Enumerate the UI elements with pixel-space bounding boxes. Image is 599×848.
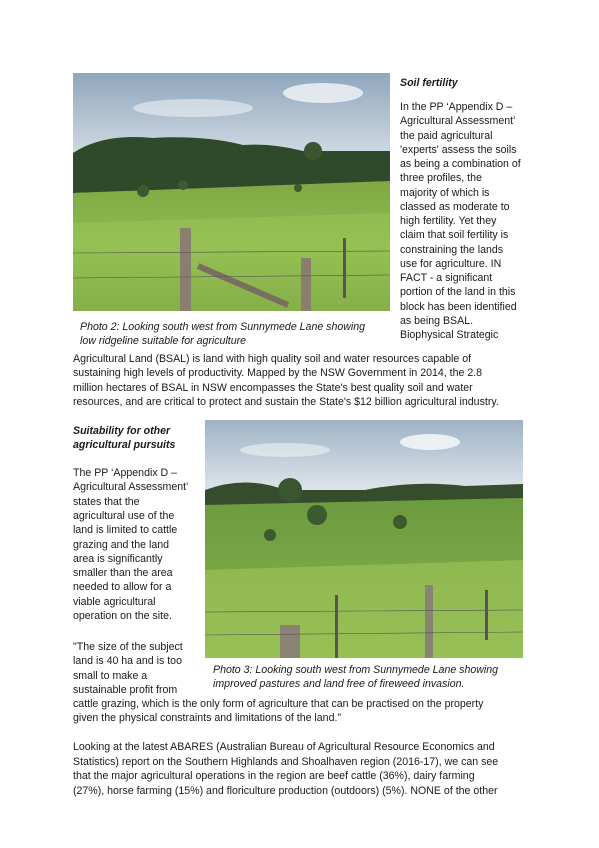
suitability-side-line: The PP ‘Appendix D –: [73, 467, 178, 479]
suitability-side-line: area is significantly: [73, 552, 163, 565]
suitability-full-line: cattle grazing, which is the only form of agriculture that can be practised on the property: [73, 698, 484, 710]
suitability-side-line: land is limited to cattle: [73, 524, 178, 537]
suitability-side-line: operation on the site.: [73, 610, 172, 622]
soil-side-line: In the PP ‘Appendix D –: [400, 101, 513, 113]
suitability-side-line: smaller than the area: [73, 567, 173, 580]
bsal-line: sustaining high levels of productivity. Mapped by the NSW Government in 2014, the 2.8: [73, 367, 483, 380]
soil-side-line: as being a combination of: [400, 158, 521, 170]
suitability-heading-line: Suitability for other: [73, 425, 171, 437]
photo-3-caption-line: improved pastures and land free of fireweed invasion.: [213, 678, 465, 690]
soil-side-line: high fertility. Yet they: [400, 215, 497, 227]
soil-side-line: block has been identified: [400, 300, 517, 313]
soil-side-line: majority of which is: [400, 186, 490, 199]
suitability-side-line: viable agricultural: [73, 595, 156, 608]
photo-2: [73, 73, 390, 311]
soil-side-line: Agricultural Assessment’: [400, 115, 516, 128]
soil-side-line: classed as moderate to: [400, 200, 510, 213]
abares-line: Statistics) report on the Southern Highlands and Shoalhaven region (2016-17), we can see: [73, 755, 499, 768]
soil-side-line: constraining the lands: [400, 243, 504, 256]
soil-side-line: the paid agricultural: [400, 129, 493, 142]
photo-2-caption-line: low ridgeline suitable for agriculture: [80, 335, 247, 347]
suitability-quote-line: "The size of the subject: [73, 641, 183, 653]
soil-fertility-heading: Soil fertility: [400, 77, 458, 89]
photo-2-image: [73, 73, 390, 311]
suitability-side-line: grazing and the land: [73, 538, 170, 551]
suitability-side-line: Agricultural Assessment’: [73, 481, 189, 494]
photo-3: [205, 420, 523, 658]
bsal-line: resources, and are critical to protect and sustain the State's $12 billion agricultural industry.: [73, 395, 499, 408]
soil-side-line: claim that soil fertility is: [400, 229, 509, 242]
abares-line: Looking at the latest ABARES (Australian Bureau of Agricultural Resource Economics and: [73, 741, 495, 753]
abares-line: (27%), horse farming (15%) and floriculture production (outdoors) (5%). NONE of the other: [73, 784, 498, 797]
photo-3-image: [205, 420, 523, 658]
photo-3-caption-line: Photo 3: Looking south west from Sunnymede Lane showing: [213, 664, 499, 676]
soil-side-line: 'experts' assess the soils: [400, 143, 517, 156]
soil-side-line: three profiles, the: [400, 172, 482, 185]
bsal-line: Agricultural Land (BSAL) is land with high quality soil and water resources capable of: [73, 353, 472, 365]
photo-2-caption-line: Photo 2: Looking south west from Sunnymede Lane showing: [80, 321, 366, 333]
bsal-line: million hectares of BSAL in NSW encompasses the State's best quality soil and water: [73, 381, 473, 394]
suitability-heading-line: agricultural pursuits: [73, 439, 176, 451]
soil-side-line: FACT - a significant: [400, 272, 493, 284]
soil-side-line: use for agriculture. IN: [400, 257, 502, 270]
abares-line: that the major agricultural operations in the region are beef cattle (36%), dairy farming: [73, 770, 475, 783]
suitability-quote-line: small to make a: [73, 669, 148, 682]
suitability-quote-line: land is 40 ha and is too: [73, 655, 182, 668]
suitability-quote-line: sustainable profit from: [73, 683, 178, 696]
suitability-side-line: states that the: [73, 495, 140, 508]
suitability-side-line: agricultural use of the: [73, 509, 175, 522]
suitability-full-line: given the physical constraints and limitations of the land.": [73, 712, 342, 725]
soil-side-line: portion of the land in this: [400, 286, 516, 299]
soil-side-line: as being BSAL.: [400, 314, 474, 327]
soil-side-line: Biophysical Strategic: [400, 329, 499, 341]
suitability-side-line: needed to allow for a: [73, 581, 172, 594]
